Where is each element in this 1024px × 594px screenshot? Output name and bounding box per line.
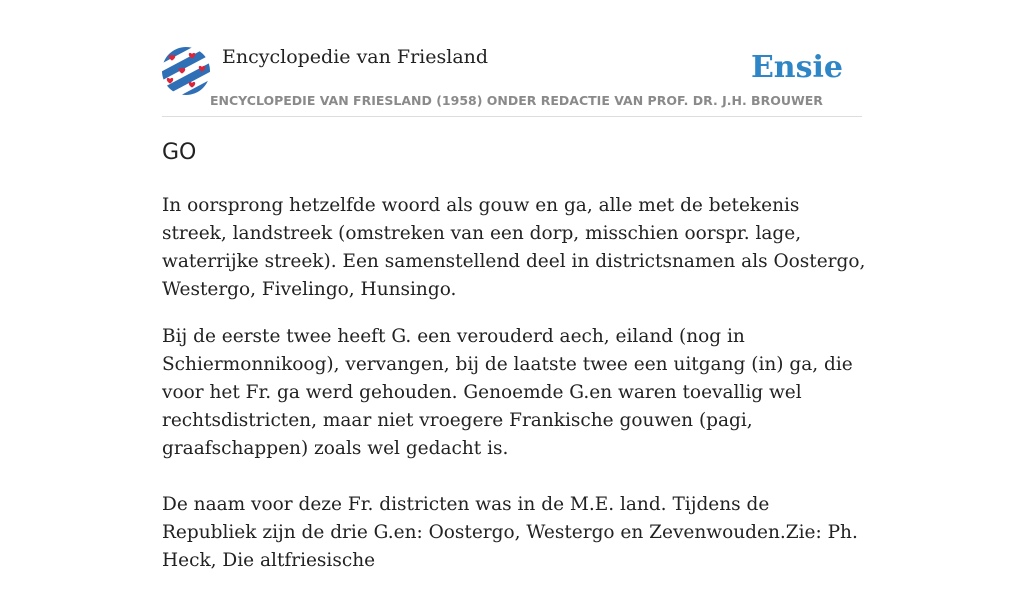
site-subtitle: ENCYCLOPEDIE VAN FRIESLAND (1958) ONDER REDACTIE VAN PROF. DR. J.H. BROUWER xyxy=(210,93,823,108)
article-paragraph: De naam voor deze Fr. districten was in de M.E. land. Tijdens de Republiek zijn de drie G.en: Oostergo, Westergo en Zevenwouden.Zie: Ph. Heck, Die altfriesische xyxy=(162,494,858,571)
site-title[interactable]: Encyclopedie van Friesland xyxy=(222,46,489,68)
article-paragraph: In oorsprong hetzelfde woord als gouw en ga, alle met de betekenis streek, landstreek (omstreken van een dorp, misschien oorspr. lage, waterrijke streek). Een samenstellend deel in districtsnamen als Oostergo, Westergo, Fivelingo, Hunsingo. xyxy=(162,195,866,300)
page xyxy=(162,0,866,571)
article-heading: GO xyxy=(162,140,197,165)
site-header xyxy=(162,0,862,117)
ensie-logo-link[interactable]: Ensie xyxy=(750,50,843,85)
frisian-flag-icon[interactable] xyxy=(162,47,210,95)
article-paragraph: Bij de eerste twee heeft G. een verouderd aech, eiland (nog in Schiermonnikoog), vervangen, bij de laatste twee een uitgang (in) ga, die voor het Fr. ga werd gehouden. Genoemde G.en waren toevallig wel rechtsdistricten, maar niet vroegere Frankische gouwen (pagi, graafschappen) zoals wel gedacht is. xyxy=(162,326,853,459)
article-body xyxy=(162,192,867,594)
